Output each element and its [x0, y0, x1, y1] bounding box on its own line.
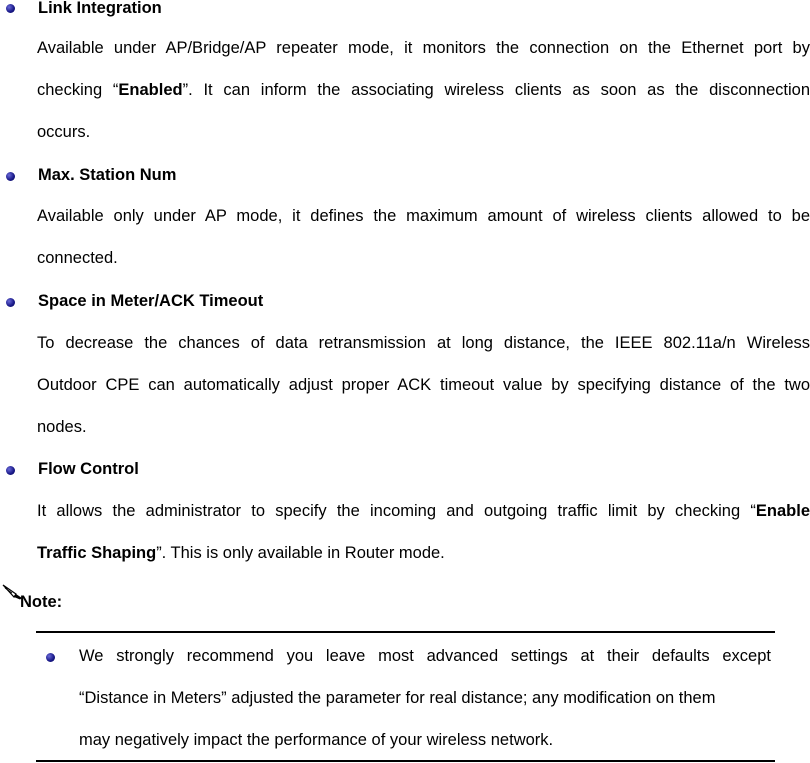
bullet-dot-icon: [46, 653, 55, 662]
paragraph-line: nodes.: [37, 418, 87, 436]
section-paragraph: [37, 322, 810, 448]
section-paragraph: [37, 195, 810, 279]
note-line: We strongly recommend you leave most advanced settings at their defaults except: [79, 647, 771, 665]
section-heading: Space in Meter/ACK Timeout: [38, 292, 264, 310]
note-paragraph: [79, 635, 771, 761]
bullet-dot-icon: [6, 4, 15, 13]
paragraph-line: To decrease the chances of data retransmission at long distance, the IEEE 802.11a/n Wireless: [37, 334, 810, 352]
section-paragraph: [37, 490, 810, 574]
divider-top: [36, 631, 775, 633]
note-line: “Distance in Meters” adjusted the parameter for real distance; any modification on them: [79, 689, 716, 707]
bold-term: Traffic Shaping: [37, 544, 157, 562]
paragraph-line: occurs.: [37, 123, 91, 141]
paragraph-line: checking “Enabled”. It can inform the associating wireless clients as soon as the disconnection: [37, 81, 810, 99]
note-line: may negatively impact the performance of your wireless network.: [79, 731, 554, 749]
bullet-dot-icon: [6, 466, 15, 475]
divider-bottom: [36, 760, 775, 762]
paragraph-line: Traffic Shaping”. This is only available in Router mode.: [37, 544, 445, 562]
section-heading: Flow Control: [38, 460, 139, 478]
paragraph-line: connected.: [37, 249, 118, 267]
bullet-dot-icon: [6, 172, 15, 181]
section-heading: Max. Station Num: [38, 166, 177, 184]
section-paragraph: [37, 27, 810, 153]
bold-term: Enabled: [118, 81, 183, 99]
bold-term: Enable: [755, 502, 810, 520]
paragraph-line: Available only under AP mode, it defines the maximum amount of wireless clients allowed to be: [37, 207, 810, 225]
paragraph-line: Outdoor CPE can automatically adjust proper ACK timeout value by specifying distance of the two: [37, 376, 810, 394]
paragraph-line: Available under AP/Bridge/AP repeater mode, it monitors the connection on the Ethernet port by: [37, 39, 810, 57]
bullet-dot-icon: [6, 298, 15, 307]
paragraph-line: It allows the administrator to specify the incoming and outgoing traffic limit by checking “Enable: [37, 502, 810, 520]
section-heading: Link Integration: [38, 0, 162, 17]
note-label: Note:: [20, 593, 63, 611]
